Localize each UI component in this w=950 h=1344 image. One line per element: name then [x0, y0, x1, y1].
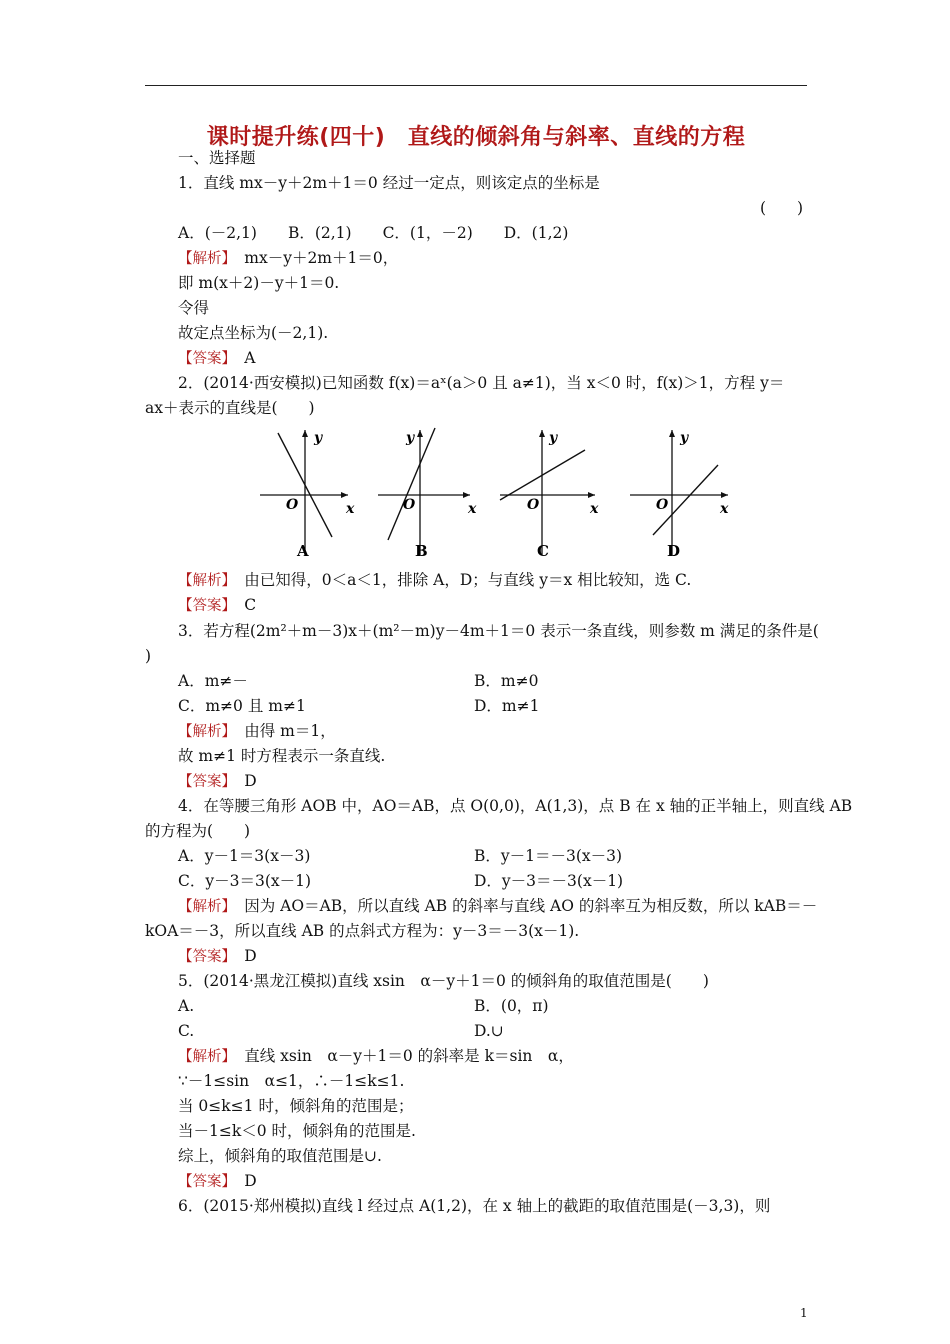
q4-option-b: B．y－1＝－3(x－3): [474, 847, 623, 865]
figure-label: A: [297, 542, 309, 560]
q3-answer: D: [228, 772, 257, 790]
q3-analysis-line: [178, 721, 336, 742]
q5-analysis-2: ∵－1≤sin α≤1，∴－1≤k≤1.: [178, 1072, 405, 1090]
q5-option-a: A.: [178, 997, 195, 1015]
q2-answer: C: [228, 596, 257, 614]
q5-answer-line: [178, 1171, 257, 1192]
q3-option-a: A．m≠－: [178, 672, 248, 690]
figure-label: B: [415, 542, 428, 560]
q5-analysis-line: [178, 1046, 574, 1067]
q1-options: A．(－2,1) B．(2,1) C．(1，－2) D．(1,2): [178, 224, 569, 242]
q4-answer-line: [178, 946, 257, 967]
q3-option-c: C．m≠0 且 m≠1: [178, 697, 306, 715]
analysis-tag: 【解析】: [178, 724, 229, 740]
origin-label: O: [286, 497, 299, 513]
q4-stem-1: 4．在等腰三角形 AOB 中，AO＝AB，点 O(0,0)，A(1,3)，点 B 在 x 轴的正半轴上，则直线 AB: [178, 797, 853, 815]
q1-stem: 1．直线 mx－y＋2m＋1＝0 经过一定点，则该定点的坐标是: [178, 174, 600, 192]
q4-analysis-line: [178, 896, 817, 917]
q5-option-c: C.: [178, 1022, 195, 1040]
q3-analysis-text: 由得 m＝1，: [228, 722, 336, 740]
figure-label: C: [537, 542, 549, 560]
q4-option-a: A．y－1＝3(x－3): [178, 847, 311, 865]
q1-analysis-4: 故定点坐标为(－2,1).: [178, 324, 329, 342]
q5-analysis-5: 综上，倾斜角的取值范围是∪.: [178, 1147, 382, 1165]
answer-tag: 【答案】: [178, 774, 229, 790]
analysis-tag: 【解析】: [178, 1049, 229, 1065]
q5-stem: 5．(2014·黑龙江模拟)直线 xsin α－y＋1＝0 的倾斜角的取值范围是( ): [178, 972, 709, 990]
q2-stem-2: ax＋表示的直线是( ): [145, 399, 315, 417]
figure-label: D: [667, 542, 681, 560]
q1-analysis-3: 令得: [178, 299, 210, 317]
analysis-tag: 【解析】: [178, 251, 229, 267]
answer-tag: 【答案】: [178, 598, 229, 614]
axis-x-label: x: [720, 501, 729, 517]
q2-answer-line: [178, 595, 256, 616]
q1-answer-line: [178, 348, 255, 369]
q6-stem-1: 6．(2015·郑州模拟)直线 l 经过点 A(1,2)，在 x 轴上的截距的取值范围是(－3,3)，则: [178, 1197, 771, 1215]
q4-answer: D: [228, 947, 257, 965]
page-title: 课时提升练(四十) 直线的倾斜角与斜率、直线的方程: [206, 125, 746, 150]
figure-c: [500, 430, 599, 560]
section-heading: 一、选择题: [178, 149, 256, 167]
q3-option-b: B．m≠0: [474, 672, 539, 690]
origin-label: O: [656, 497, 669, 513]
q5-analysis-text: 直线 xsin α－y＋1＝0 的斜率是 k＝sin α，: [228, 1047, 574, 1065]
q1-analysis-text: mx－y＋2m＋1＝0，: [228, 249, 399, 267]
axis-y-label: y: [406, 430, 415, 446]
q5-option-b: B．(0，π): [474, 997, 549, 1015]
q5-option-d: D.∪: [474, 1022, 504, 1040]
q3-option-d: D．m≠1: [474, 697, 540, 715]
axis-y-label: y: [549, 430, 558, 446]
q2-analysis-text: 由已知得，0＜a＜1，排除 A，D；与直线 y＝x 相比较知，选 C.: [228, 571, 692, 589]
q4-analysis-text: 因为 AO＝AB，所以直线 AB 的斜率与直线 AO 的斜率互为相反数，所以 kAB＝－: [228, 897, 818, 915]
figure-b: [378, 428, 477, 560]
answer-tag: 【答案】: [178, 351, 229, 367]
axis-x-label: x: [590, 501, 599, 517]
page-number: 1: [800, 1306, 808, 1320]
q3-analysis-2: 故 m≠1 时方程表示一条直线.: [178, 747, 386, 765]
q4-option-d: D．y－3＝－3(x－1): [474, 872, 624, 890]
q1-answer: A: [228, 349, 256, 367]
q4-stem-2: 的方程为( ): [145, 822, 251, 840]
q5-analysis-3: 当 0≤k≤1 时，倾斜角的范围是；: [178, 1097, 414, 1115]
figure-a: [260, 430, 355, 560]
origin-label: O: [403, 497, 416, 513]
q3-stem-1: 3．若方程(2m²＋m－3)x＋(m²－m)y－4m＋1＝0 表示一条直线，则参数 m 满足的条件是(: [178, 622, 819, 640]
axis-y-label: y: [680, 430, 689, 446]
top-rule: [145, 85, 807, 86]
q2-figure-set: [250, 425, 740, 565]
q1-analysis-2: 即 m(x＋2)－y＋1＝0.: [178, 274, 340, 292]
q2-stem-1: 2．(2014·西安模拟)已知函数 f(x)＝aˣ(a＞0 且 a≠1)，当 x＜0 时，f(x)＞1，方程 y＝: [178, 374, 785, 392]
q2-analysis-line: [178, 570, 691, 591]
q1-bracket: ( ): [760, 199, 804, 217]
answer-tag: 【答案】: [178, 1174, 229, 1190]
answer-tag: 【答案】: [178, 949, 229, 965]
axis-x-label: x: [468, 501, 477, 517]
analysis-tag: 【解析】: [178, 899, 229, 915]
q3-answer-line: [178, 771, 257, 792]
analysis-tag: 【解析】: [178, 573, 229, 589]
q1-analysis-line: [178, 248, 398, 269]
axis-y-label: y: [314, 430, 323, 446]
axis-x-label: x: [346, 501, 355, 517]
q3-stem-2: ): [145, 647, 152, 665]
figure-d: [630, 430, 729, 560]
q4-option-c: C．y－3＝3(x－1): [178, 872, 312, 890]
q4-analysis-2: kOA＝－3，所以直线 AB 的点斜式方程为：y－3＝－3(x－1).: [145, 922, 580, 940]
origin-label: O: [527, 497, 540, 513]
q5-analysis-4: 当－1≤k＜0 时，倾斜角的范围是.: [178, 1122, 416, 1140]
q5-answer: D: [228, 1172, 257, 1190]
